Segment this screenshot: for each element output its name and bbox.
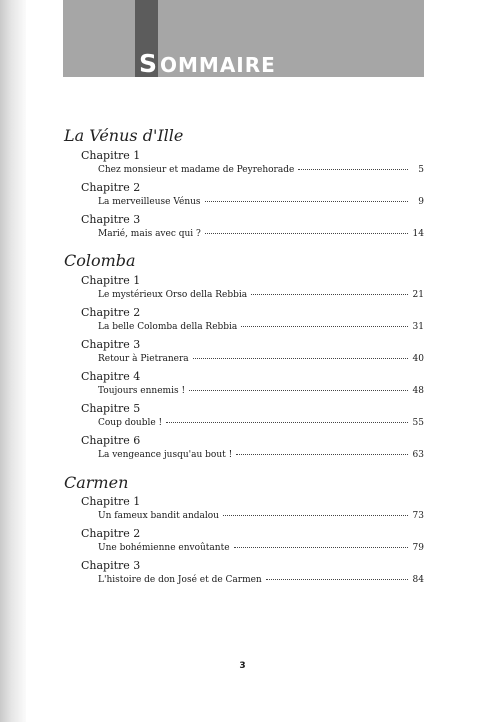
toc-entry[interactable] [98,165,424,175]
page-ref: 40 [412,354,424,364]
dot-leader [234,547,408,548]
dot-leader [251,294,408,295]
chapter-title: La vengeance jusqu'au bout ! [98,450,233,460]
toc-entry[interactable] [98,386,424,396]
page-ref: 14 [412,229,424,239]
toc-entry[interactable] [98,543,424,553]
page-ref: 9 [418,197,424,207]
chapter-title: Un fameux bandit andalou [98,511,219,521]
chapter-label: Chapitre 3 [81,213,141,226]
dot-leader [266,579,408,580]
story-title: Colomba [64,251,136,270]
page-title-initial: S [139,49,159,78]
toc-entry[interactable] [98,322,424,332]
chapter-title: La belle Colomba della Rebbia [98,322,238,332]
dot-leader [205,233,408,234]
page-ref: 21 [412,290,424,300]
page-ref: 73 [412,511,424,521]
chapter-label: Chapitre 3 [81,338,141,351]
toc-entry[interactable] [98,418,424,428]
chapter-label: Chapitre 2 [81,527,141,540]
dot-leader [236,454,408,455]
chapter-title: Le mystérieux Orso della Rebbia [98,290,248,300]
page-number: 3 [239,661,246,671]
dot-leader [193,358,408,359]
toc-entry[interactable] [98,511,424,521]
page-ref: 55 [412,418,424,428]
dot-leader [298,169,408,170]
page-title-rest: OMMAIRE [160,53,276,77]
page-ref: 63 [412,450,424,460]
chapter-title: L'histoire de don José et de Carmen [98,575,262,585]
page-title [139,49,276,78]
chapter-title: La merveilleuse Vénus [98,197,201,207]
chapter-label: Chapitre 6 [81,434,141,447]
dot-leader [241,326,408,327]
story-title: Carmen [64,473,129,492]
page-edge-shadow [0,0,26,722]
chapter-title: Retour à Pietranera [98,354,189,364]
dot-leader [166,422,408,423]
page-ref: 48 [412,386,424,396]
toc-entry[interactable] [98,354,424,364]
dot-leader [205,201,408,202]
page-ref: 5 [418,165,424,175]
chapter-label: Chapitre 5 [81,402,141,415]
toc-entry[interactable] [98,450,424,460]
dot-leader [223,515,408,516]
chapter-label: Chapitre 1 [81,495,141,508]
toc-entry[interactable] [98,575,424,585]
chapter-title: Toujours ennemis ! [98,386,186,396]
chapter-title: Marié, mais avec qui ? [98,229,201,239]
chapter-title: Coup double ! [98,418,163,428]
story-title: La Vénus d'Ille [64,126,184,145]
page-ref: 79 [412,543,424,553]
page-ref: 84 [412,575,424,585]
toc-entry[interactable] [98,229,424,239]
chapter-title: Chez monsieur et madame de Peyrehorade [98,165,295,175]
toc-entry[interactable] [98,290,424,300]
chapter-label: Chapitre 1 [81,274,141,287]
chapter-label: Chapitre 3 [81,559,141,572]
page-ref: 31 [412,322,424,332]
chapter-label: Chapitre 1 [81,149,141,162]
toc-entry[interactable] [98,197,424,207]
chapter-label: Chapitre 4 [81,370,141,383]
dot-leader [189,390,408,391]
chapter-label: Chapitre 2 [81,306,141,319]
chapter-label: Chapitre 2 [81,181,141,194]
chapter-title: Une bohémienne envoûtante [98,543,230,553]
